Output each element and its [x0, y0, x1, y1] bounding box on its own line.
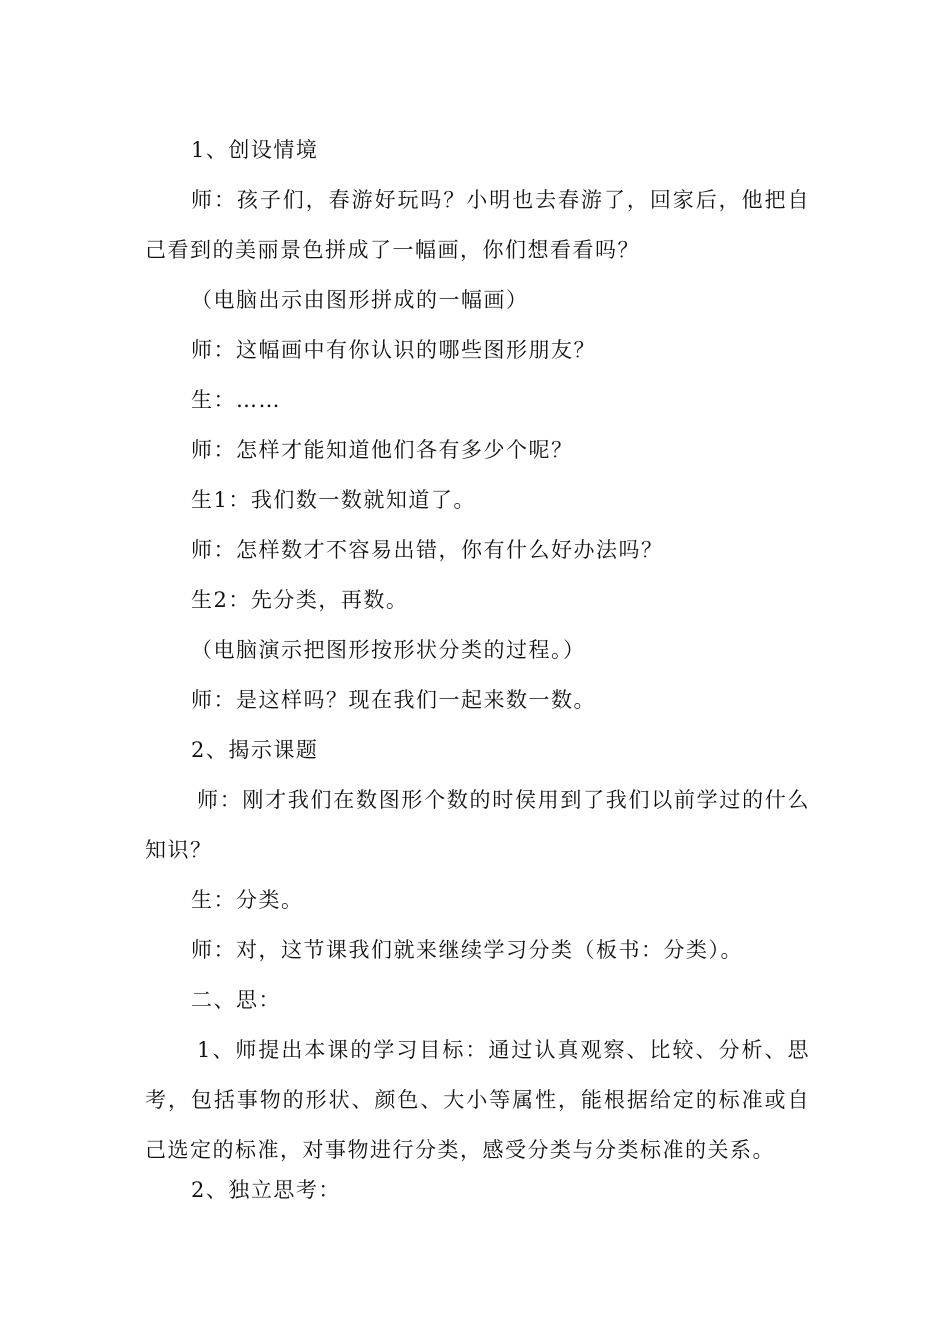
heading-create-situation: 1、创设情境 — [191, 138, 319, 162]
paragraph-teacher-knowledge: 师：刚才我们在数图形个数的时侯用到了我们以前学过的什么知识？ — [145, 788, 810, 862]
paragraph-student2-classify: 生2：先分类，再数。 — [191, 588, 409, 612]
paragraph-student1-count: 生1：我们数一数就知道了。 — [191, 488, 476, 512]
paragraph-teacher-board-writing: 师：对，这节课我们就来继续学习分类（板书：分类）。 — [191, 938, 743, 962]
paragraph-learning-goal: 1、师提出本课的学习目标：通过认真观察、比较、分析、思考，包括事物的形状、颜色、大小等属性，能根据给定的标准或自己选定的标准，对事物进行分类，感受分类与分类标准的关系。 — [145, 1038, 810, 1162]
paragraph-teacher-shapes-question: 师：这幅画中有你认识的哪些图形朋友？ — [191, 338, 596, 362]
paragraph-teacher-how-many: 师：怎样才能知道他们各有多少个呢？ — [191, 438, 574, 462]
heading-think: 二、思： — [191, 988, 281, 1012]
paragraph-teacher-good-method: 师：怎样数才不容易出错，你有什么好办法吗？ — [191, 538, 664, 562]
paragraph-teacher-spring-trip: 师：孩子们，春游好玩吗？小明也去春游了，回家后，他把自己看到的美丽景色拼成了一幅画，你们想看看吗？ — [145, 188, 810, 262]
heading-independent-thinking: 2、独立思考： — [191, 1178, 341, 1202]
paragraph-computer-demo: （电脑演示把图形按形状分类的过程。） — [191, 638, 586, 662]
paragraph-student-answer: 生：…… — [191, 388, 281, 412]
paragraph-student-classify: 生：分类。 — [191, 888, 304, 912]
heading-reveal-topic: 2、揭示课题 — [191, 738, 319, 762]
paragraph-teacher-count-together: 师：是这样吗？现在我们一起来数一数。 — [191, 688, 596, 712]
paragraph-computer-show-picture: （电脑出示由图形拼成的一幅画） — [191, 288, 529, 312]
